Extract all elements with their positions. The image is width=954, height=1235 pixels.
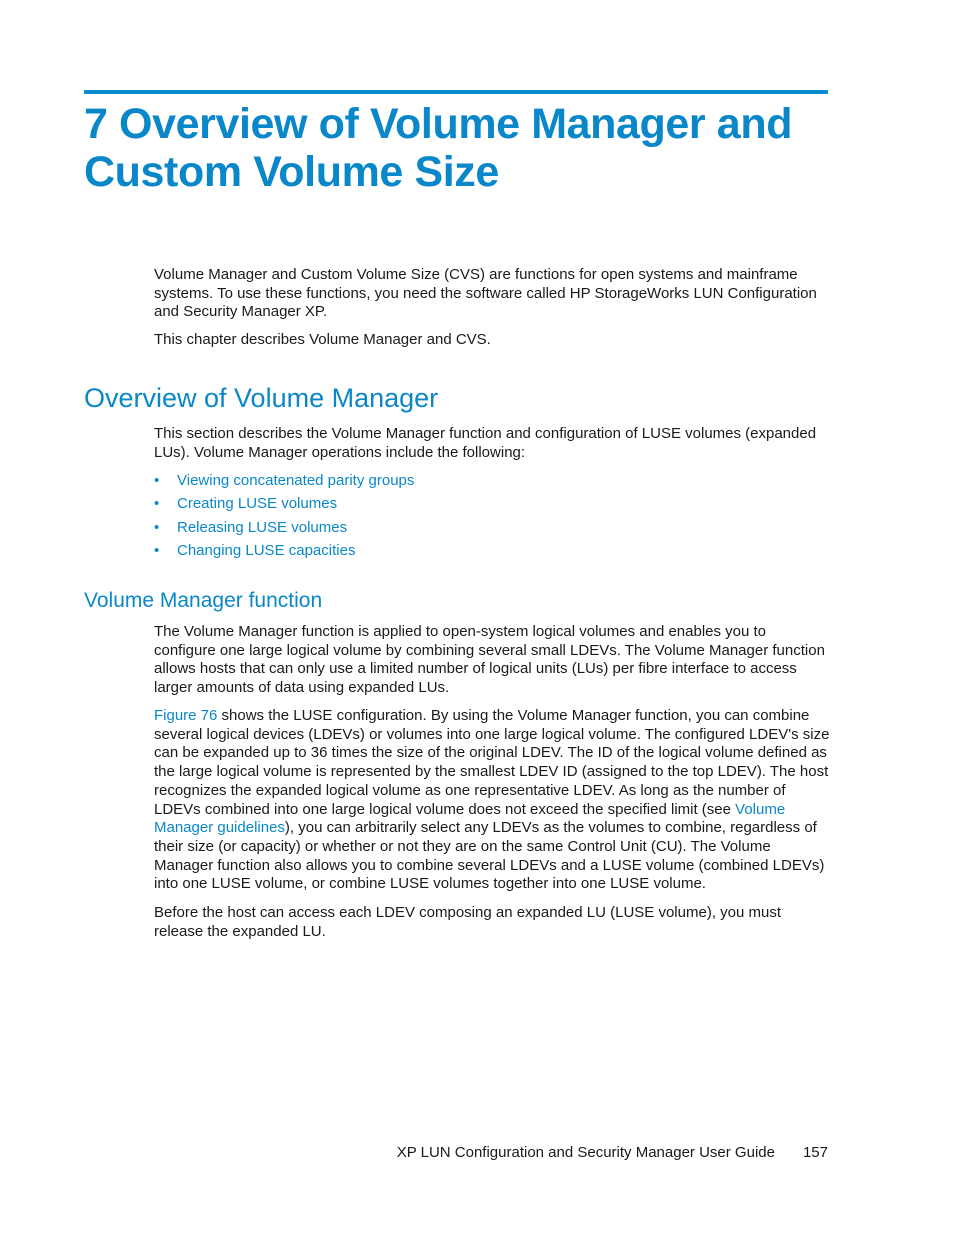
link-figure-76[interactable]: Figure 76 bbox=[154, 707, 218, 724]
page-number: 157 bbox=[802, 1144, 828, 1161]
section-heading: Overview of Volume Manager bbox=[84, 383, 439, 413]
paragraph-text: ), you can arbitrarily select any LDEVs as the volumes to combine, regardless of their size (or capacity) or whether or not they are on the same Control Unit (CU). The Volume Manager function also allows you to combine several LDEVs and a LUSE volume (combined LDEVs) into one LUSE volume, or combine LUSE volumes together into one LUSE volume. bbox=[154, 819, 825, 893]
link-creating-luse-volumes[interactable]: Creating LUSE volumes bbox=[177, 495, 338, 513]
link-volume-manager-guidelines[interactable]: Volume Manager guidelines bbox=[154, 800, 786, 837]
subsection-paragraph-3: Before the host can access each LDEV composing an expanded LU (LUSE volume), you must release the expanded LU. bbox=[154, 904, 782, 940]
page-footer bbox=[84, 1143, 828, 1163]
subsection-paragraph-1: The Volume Manager function is applied to open-system logical volumes and enables you to configure one large logical volume by combining several small LDEVs. The Volume Manager function allows hosts that can only use a limited number of logical units (LUs) per fibre interface to access larger amounts of data using expanded LUs. bbox=[154, 623, 825, 697]
list-item bbox=[154, 494, 414, 517]
chapter-rule bbox=[84, 90, 828, 94]
bullet-icon: • bbox=[154, 495, 160, 513]
link-changing-luse-capacities[interactable]: Changing LUSE capacities bbox=[177, 542, 356, 560]
footer-guide-title: XP LUN Configuration and Security Manager User Guide bbox=[396, 1144, 775, 1161]
intro-paragraph-2: This chapter describes Volume Manager and CVS. bbox=[154, 331, 491, 348]
list-item bbox=[154, 541, 414, 564]
section-paragraph-1: This section describes the Volume Manager function and configuration of LUSE volumes (expanded LUs). Volume Manager operations include the following: bbox=[154, 425, 817, 461]
bullet-icon: • bbox=[154, 542, 160, 560]
bullet-icon: • bbox=[154, 472, 160, 489]
subsection-heading: Volume Manager function bbox=[84, 589, 323, 612]
list-item bbox=[154, 518, 414, 541]
subsection-paragraph-2 bbox=[154, 707, 830, 894]
list-item bbox=[154, 471, 414, 494]
link-viewing-concatenated-parity-groups[interactable]: Viewing concatenated parity groups bbox=[177, 472, 415, 489]
operations-list bbox=[154, 471, 414, 565]
paragraph-text: shows the LUSE configuration. By using the Volume Manager function, you can combine several logical devices (LDEVs) or volumes into one large logical volume. The configured LDEV's size can be expanded up to 36 times the size of the original LDEV. The ID of the logical volume defined as the large logical volume is represented by the smallest LDEV ID (assigned to the top LDEV). The host recognizes the expanded logical volume as one representative LDEV. As long as the number of LDEVs combined into one large logical volume does not exceed the specified limit (see bbox=[154, 707, 830, 818]
chapter-title-line-2: Custom Volume Size bbox=[84, 148, 499, 196]
intro-paragraph-1: Volume Manager and Custom Volume Size (CVS) are functions for open systems and mainframe systems. To use these functions, you need the software called HP StorageWorks LUN Configuration and Security Manager XP. bbox=[154, 266, 817, 321]
chapter-title bbox=[84, 100, 828, 196]
chapter-title-line-1: 7 Overview of Volume Manager and bbox=[84, 100, 793, 148]
bullet-icon: • bbox=[154, 518, 160, 536]
link-releasing-luse-volumes[interactable]: Releasing LUSE volumes bbox=[177, 518, 348, 536]
